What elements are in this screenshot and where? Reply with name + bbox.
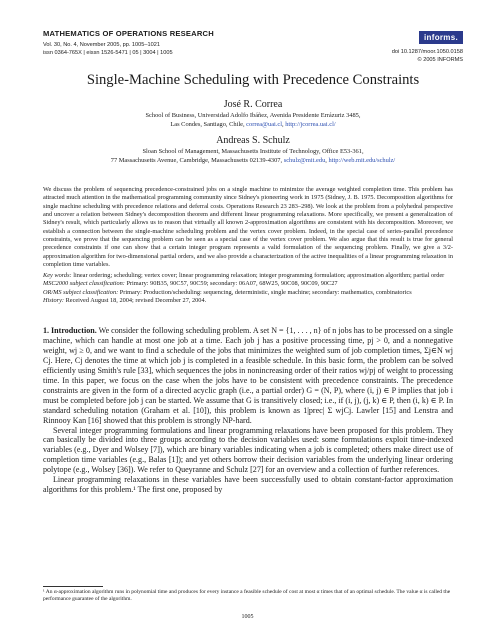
affil-contact-line (43, 157, 463, 166)
affil-line: School of Business, Universidad Adolfo Ibáñez, Avenida Presidente Errázuriz 3485, (145, 112, 361, 119)
keywords-line (43, 272, 453, 280)
author-affiliation-2 (43, 148, 463, 165)
copyright-text: © 2005 INFORMS (417, 57, 463, 63)
history-text: Received August 18, 2004; revised December 27, 2004. (65, 297, 207, 305)
msc-line (43, 280, 453, 288)
separator: , (325, 156, 329, 164)
orms-line (43, 288, 453, 297)
homepage-link[interactable]: http://web.mit.edu/schulz/ (328, 156, 396, 164)
email-link[interactable]: correa@uai.cl (246, 120, 283, 128)
affil-contact-line (43, 121, 463, 130)
keywords-text: linear ordering; scheduling; vertex cover; linear programming relaxation; integer programming formulation; approximation algorithm; partial order (73, 272, 445, 279)
paragraph: Linear programming relaxations in these variables have been successfully used to obtain constant-factor approximation algorithms for this problem.¹ The first one, proposed by (43, 475, 453, 495)
paper-title: Single-Machine Scheduling with Precedence Constraints (86, 72, 420, 88)
email-link[interactable]: schulz@mit.edu (283, 156, 326, 164)
volume-line: Vol. 30, No. 4, November 2005, pp. 1005–1021 (43, 42, 160, 48)
history-label: History: (43, 297, 64, 305)
paragraph-text: We consider the following scheduling problem. A set N = {1, . . . , n} of n jobs has to be processed on a single machine, which can handle at most one job at a time. Each job j has a positive processing time, pj > 0, and a nonnegative weight, wj ≥ 0, and we want to find a schedule of the jobs that minimizes the weighted sum of job completion times, Σj∈N wj Cj. Here, Cj denotes the time at which job j is completed in a feasible schedule. In this basic form, the problem can be solved efficiently using Smith's rule [33], which sequences the jobs in nonincreasing order of their ratios wj/pj of weight to processing time. In this paper, we focus on the case when the jobs have to be consistent with precedence constraints. The precedence constraints are given in the form of a directed acyclic graph (i.e., a partial order) G = (N, P), where (i, j) ∈ P implies that job i must be completed before job j can be started. We assume that G is transitively closed; i.e., if (i, j), (j, k) ∈ P, then (i, k) ∈ P. In standard scheduling notation (Graham et al. [10]), this problem is known as 1|prec| Σ wjCj. Lawler [15] and Lenstra and Rinnooy Kan [16] showed that this problem is strongly NP-hard. (43, 326, 453, 425)
history-line (43, 297, 453, 305)
footnote: ¹ An α-approximation algorithm runs in polynomial time and produces for every instance a feasible schedule of cost at most α times that of an optimal schedule. The value α is called the performance guarantee of the algorithm. (43, 589, 451, 603)
abstract: We discuss the problem of sequencing precedence-constrained jobs on a single machine to minimize the average weighted completion time. This problem has attracted much attention in the mathematical programming community since Sidney's pioneering work in 1975 (Sidney, J. B. 1975. Decomposition algorithms for single machine scheduling with precedence relations and deferral costs. Operations Research 23 283–298). We look at the problem from a polyhedral perspective and uncover a relation between Sidney's decomposition theorem and different linear programming relaxations. More specifically, we present a generalization of Sidney's result, which particularly allows us to reason that virtually all known 2-approximation algorithms are consistent with his decomposition. Moreover, we establish a connection between the single-machine scheduling problem and the vertex cover problem. Indeed, in the special case of series-parallel precedence constraints, we prove that the sequencing problem can be seen as a special case of the vertex cover problem. We also argue that this result is true for general precedence constraints if one can show that a certain integer program represents a valid formulation of the sequencing problem. Finally, we give a 3/2-approximation algorithm for two-dimensional partial orders, and we also provide a characterization of the active inequalities of a linear programming relaxation in completion time variables. (43, 186, 453, 269)
orms-text: Primary: Production/scheduling: sequencing, deterministic, single machine; secondary: mathematics, combinatorics (119, 288, 412, 296)
affil-address: 77 Massachusetts Avenue, Cambridge, Massachusetts 02139-4307, (110, 156, 284, 164)
keywords-label: Key words: (43, 272, 72, 279)
journal-name: MATHEMATICS OF OPERATIONS RESEARCH (43, 29, 214, 38)
doi-block (392, 48, 463, 64)
affil-address: Las Condes, Santiago, Chile, (170, 120, 247, 128)
body-text (43, 326, 453, 495)
doi-text[interactable]: doi 10.1287/moor.1050.0158 (391, 49, 463, 55)
footnote-rule (43, 586, 103, 587)
homepage-link[interactable]: http://jcorrea.uai.cl/ (285, 120, 336, 128)
separator: , (282, 120, 286, 128)
paragraph (43, 326, 453, 426)
section-title: 1. Introduction. (43, 326, 97, 335)
issn-line: issn 0364-765X | eissn 1526-5471 | 05 | 3004 | 1005 (43, 50, 173, 56)
msc-text: Primary: 90B35, 90C57, 90C59; secondary: 06A07, 68W25, 90C08, 90C09, 90C27 (126, 280, 338, 288)
author-name-1: José R. Correa (223, 99, 283, 110)
paragraph: Several integer programming formulations and linear programming relaxations have been proposed for this problem. They can basically be divided into three groups according to the decision variables used: some formulations exploit time-indexed variables (e.g., Dyer and Wolsey [7]), which are binary variables indicating when a job is completed; others make direct use of completion time variables (e.g., Balas [1]); and yet others borrow their decision variables from the underlying linear ordering polytope (e.g., Wolsey [36]). We refer to Queyranne and Schulz [27] for an overview and a collection of further references. (43, 425, 453, 475)
author-name-2: Andreas S. Schulz (216, 135, 290, 146)
author-affiliation-1 (43, 112, 463, 129)
page-number: 1005 (241, 614, 254, 620)
orms-label: OR/MS subject classification: (43, 288, 119, 296)
metadata-block (43, 272, 453, 305)
journal-header (43, 29, 463, 63)
msc-label: MSC2000 subject classification: (43, 280, 125, 288)
affil-line: Sloan School of Management, Massachusetts Institute of Technology, Office E53-361, (142, 148, 364, 155)
informs-logo: informs. (419, 31, 463, 44)
